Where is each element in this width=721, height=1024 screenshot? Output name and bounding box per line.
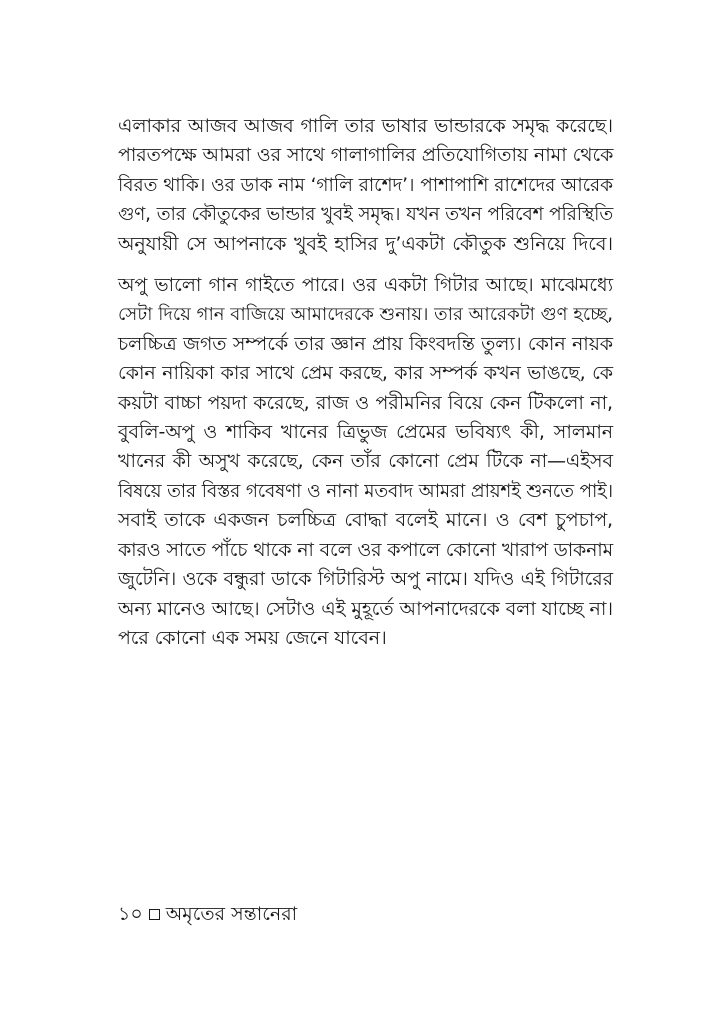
text-line: কারও সাতে পাঁচে থাকে না বলে ওর কপালে কোনো খারাপ ডাকনাম bbox=[118, 539, 613, 561]
page-footer bbox=[118, 900, 297, 928]
paragraph-2 bbox=[118, 271, 613, 653]
text-line: বিষয়ে তার বিস্তর গবেষণা ও নানা মতবাদ আমরা প্রায়শই শুনতে পাই। bbox=[118, 480, 613, 502]
body-text bbox=[118, 112, 613, 665]
text-line: সবাই তাকে একজন চলচ্চিত্র বোদ্ধা বলেই মানে। ও বেশ চুপচাপ, bbox=[118, 509, 613, 532]
text-line: অনুযায়ী সে আপনাকে খুবই হাসির দু’একটা কৌতুক শুনিয়ে দিবে। bbox=[118, 232, 613, 255]
text-line: অপু ভালো গান গাইতে পারে। ওর একটা গিটার আছে। মাঝেমধ্যে bbox=[118, 274, 613, 297]
book-title: অমৃতের সন্তানেরা bbox=[165, 903, 298, 925]
text-line: সেটা দিয়ে গান বাজিয়ে আমাদেরকে শুনায়। তার আরেকটা গুণ হচ্ছে, bbox=[118, 304, 613, 326]
text-line: অন্য মানেও আছে। সেটাও এই মুহূর্তে আপনাদেরকে বলা যাচ্ছে না। bbox=[118, 597, 613, 620]
square-box-icon bbox=[149, 909, 160, 920]
text-line: জুটেনি। ওকে বন্ধুরা ডাকে গিটারিস্ট অপু নামে। যদিও এই গিটারের bbox=[118, 568, 613, 591]
text-line: কয়টা বাচ্চা পয়দা করেছে, রাজ ও পরীমনির বিয়ে কেন টিকলো না, bbox=[118, 391, 613, 414]
text-line: চলচ্চিত্র জগত সম্পর্কে তার জ্ঞান প্রায় কিংবদন্তি তুল্য। কোন নায়ক bbox=[118, 332, 613, 355]
text-line: বুবলি-অপু ও শাকিব খানের ত্রিভুজ প্রেমের ভবিষ্যৎ কী, সালমান bbox=[118, 421, 613, 444]
text-line: বিরত থাকি। ওর ডাক নাম ‘গালি রাশেদ’। পাশাপাশি রাশেদের আরেক bbox=[118, 174, 613, 196]
page-number: ১০ bbox=[118, 903, 143, 925]
text-line: কোন নায়িকা কার সাথে প্রেম করছে, কার সম্পর্ক কখন ভাঙছে, কে bbox=[118, 362, 613, 385]
paragraph-1 bbox=[118, 112, 613, 259]
text-line: পারতপক্ষে আমরা ওর সাথে গালাগালির প্রতিযোগিতায় নামা থেকে bbox=[118, 144, 614, 167]
text-line: পরে কোনো এক সময় জেনে যাবেন। bbox=[118, 626, 387, 649]
text-line: এলাকার আজব আজব গালি তার ভাষার ভান্ডারকে সমৃদ্ধ করেছে। bbox=[118, 115, 613, 137]
text-line: গুণ, তার কৌতুকের ভান্ডার খুবই সমৃদ্ধ। যখন তখন পরিবেশ পরিস্থিতি bbox=[118, 204, 613, 226]
text-line: খানের কী অসুখ করেছে, কেন তাঁর কোনো প্রেম টিকে না—এইসব bbox=[118, 450, 613, 473]
